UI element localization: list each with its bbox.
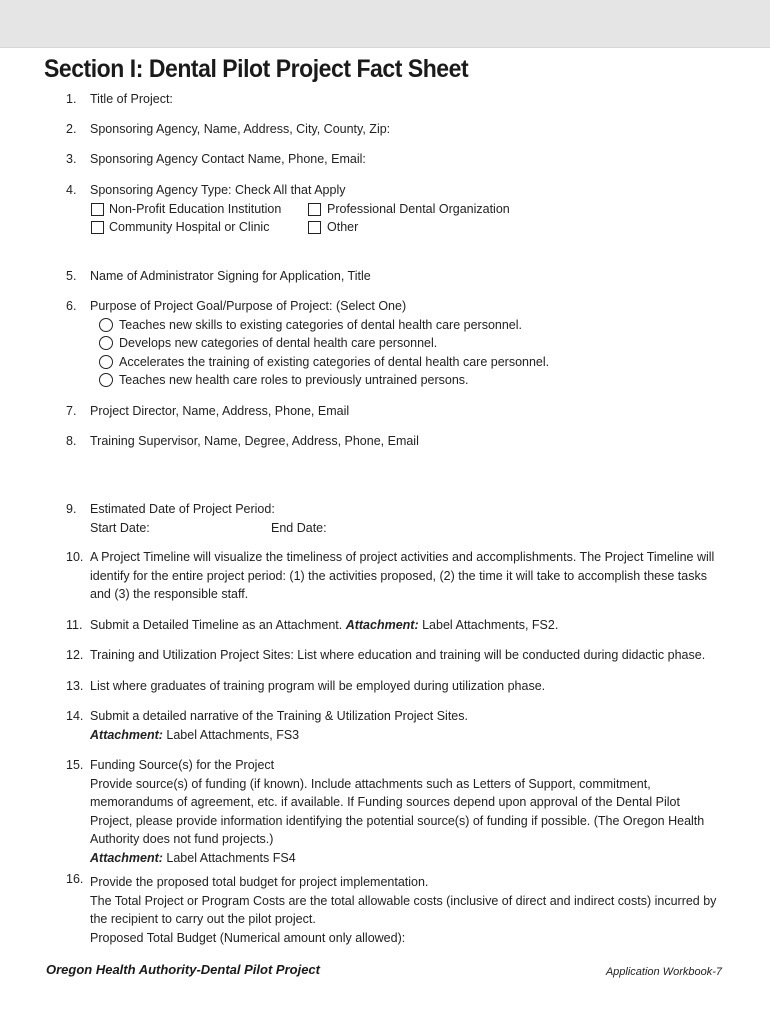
attachment-label: Attachment: [345, 618, 419, 632]
item-sites-narrative [66, 707, 736, 747]
item-project-period [66, 500, 736, 540]
item-number: 1. [66, 92, 77, 106]
checkbox-other[interactable] [308, 221, 321, 234]
checkbox-label: Other [327, 220, 359, 234]
checkbox-professional-dental-org[interactable] [308, 203, 321, 216]
item-total-budget [66, 873, 736, 953]
item-number: 5. [66, 269, 77, 283]
item-number: 12. [66, 648, 84, 662]
start-date-label: Start Date: [90, 520, 150, 535]
item-text-line: the recipient to carry out the pilot project. [90, 912, 316, 926]
item-text-line: memorandums of agreement, etc. if available. If Funding sources depend upon approval of the Dental Pilot [90, 795, 680, 809]
item-text: List where graduates of training program will be employed during utilization phase. [90, 679, 546, 693]
radio-row [90, 371, 736, 390]
item-text: Title of Project: [90, 92, 173, 106]
item-text: Project Director, Name, Address, Phone, Email [90, 404, 350, 418]
item-number: 14. [66, 709, 84, 723]
item-text-line: A Project Timeline will visualize the timeliness of project activities and accomplishments. The Project Timeline will [90, 550, 715, 564]
radio-develops-new-categories[interactable] [99, 336, 113, 350]
item-text: Training Supervisor, Name, Degree, Address, Phone, Email [90, 434, 419, 448]
item-number: 16. [66, 872, 84, 886]
radio-row [90, 353, 736, 372]
attachment-label: Attachment: [90, 727, 163, 742]
checkbox-row [90, 218, 736, 237]
item-number: 3. [66, 152, 77, 166]
item-purpose [66, 297, 736, 392]
item-text: Submit a Detailed Timeline as an Attachment. [90, 618, 343, 632]
attachment-label: Attachment: [90, 850, 163, 865]
checkbox-row [90, 200, 736, 219]
attachment-text: Label Attachments, FS3 [166, 727, 300, 742]
item-number: 13. [66, 679, 84, 693]
item-number: 8. [66, 434, 77, 448]
checkbox-label: Professional Dental Organization [327, 201, 510, 216]
checkbox-community-hospital[interactable] [91, 221, 104, 234]
item-number: 10. [66, 550, 84, 564]
item-text: Purpose of Project Goal/Purpose of Project: (Select One) [90, 299, 407, 313]
radio-accelerates-training[interactable] [99, 355, 113, 369]
checkbox-non-profit-education[interactable] [91, 203, 104, 216]
item-text-line: Authority does not fund projects.) [90, 832, 274, 846]
footer-page-label: Application Workbook-7 [605, 966, 722, 978]
item-text: Sponsoring Agency, Name, Address, City, County, Zip: [90, 122, 391, 136]
item-text: Submit a detailed narrative of the Training & Utilization Project Sites. [90, 709, 468, 723]
item-text: Estimated Date of Project Period: [90, 502, 275, 516]
item-text-line: identify for the entire project period: (1) the activities proposed, (2) the time it will take to accomplish these tasks [90, 568, 707, 583]
item-number: 2. [66, 122, 77, 136]
footer-organization: Oregon Health Authority-Dental Pilot Project [46, 962, 320, 977]
radio-label: Accelerates the training of existing categories of dental health care personnel. [119, 354, 550, 369]
checkbox-label: Non-Profit Education Institution [109, 201, 282, 216]
attachment-text: Label Attachments, FS2. [422, 618, 559, 632]
item-text: Sponsoring Agency Contact Name, Phone, Email: [90, 152, 366, 166]
item-agency-type [66, 181, 736, 241]
item-text-line: Provide source(s) of funding (if known). Include attachments such as Letters of Support, commitment, [90, 776, 651, 791]
date-row [90, 519, 736, 538]
top-toolbar-band [0, 0, 770, 48]
item-number: 11. [66, 618, 83, 632]
item-funding-sources [66, 756, 736, 870]
item-number: 7. [66, 404, 77, 418]
item-text-line: The Total Project or Program Costs are the total allowable costs (inclusive of direct and indirect costs) incurred by [90, 893, 717, 908]
page-title: Section I: Dental Pilot Project Fact Sheet [44, 55, 469, 83]
radio-row [90, 334, 736, 353]
radio-teaches-new-skills[interactable] [99, 318, 113, 332]
item-text: Name of Administrator Signing for Application, Title [90, 269, 371, 283]
item-text-line: and (3) the responsible staff. [90, 587, 249, 601]
attachment-text: Label Attachments FS4 [166, 850, 296, 865]
item-text: Training and Utilization Project Sites: List where education and training will be conducted during didactic phase. [90, 648, 706, 662]
item-text: Sponsoring Agency Type: Check All that Apply [90, 183, 346, 197]
item-number: 15. [66, 758, 84, 772]
radio-teaches-new-roles[interactable] [99, 373, 113, 387]
item-number: 6. [66, 299, 77, 313]
radio-label: Teaches new health care roles to previously untrained persons. [119, 373, 469, 387]
item-text: Funding Source(s) for the Project [90, 758, 275, 772]
radio-row [90, 316, 736, 335]
item-number: 4. [66, 183, 77, 197]
item-timeline [66, 548, 736, 606]
item-text-line: Proposed Total Budget (Numerical amount only allowed): [90, 930, 406, 945]
item-text-line: Project, please provide information identifying the potential source(s) of funding if possible. (The Oregon Health [90, 813, 705, 828]
radio-label: Teaches new skills to existing categories of dental health care personnel. [119, 317, 523, 332]
end-date-label: End Date: [271, 520, 327, 535]
radio-label: Develops new categories of dental health care personnel. [119, 336, 438, 350]
item-text: Provide the proposed total budget for project implementation. [90, 875, 429, 889]
checkbox-label: Community Hospital or Clinic [109, 220, 270, 234]
item-number: 9. [66, 502, 77, 516]
